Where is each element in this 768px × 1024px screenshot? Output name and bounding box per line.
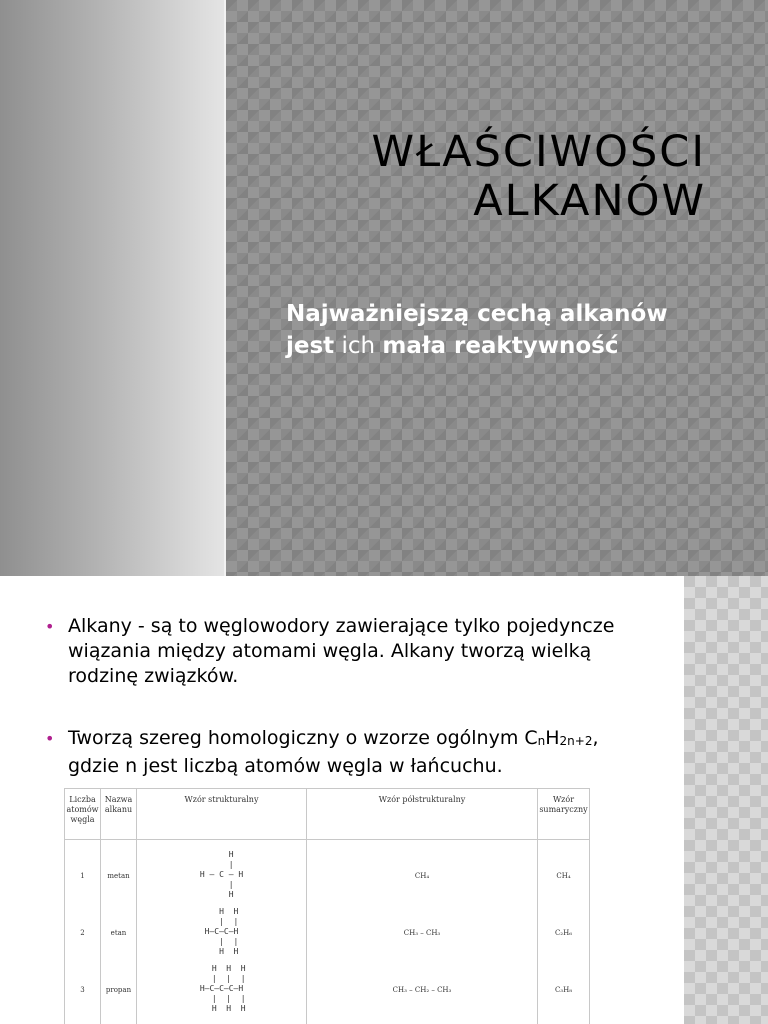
- header-cell: Wzór półstrukturalny: [307, 789, 538, 840]
- count-column: [65, 840, 101, 1024]
- bullet-text: [68, 726, 655, 779]
- patterned-strip: [684, 576, 768, 1024]
- table-cell: CH₄: [414, 872, 430, 880]
- table-cell: 3: [80, 986, 85, 994]
- name-column: [101, 840, 137, 1024]
- structural-column: [137, 840, 307, 1024]
- subtitle-part-2: ich: [341, 333, 376, 359]
- subtitle-part-1: Najważniejszą cechą alkanów jest: [286, 301, 668, 359]
- formula-h: H: [545, 727, 560, 749]
- content-slide: [0, 576, 768, 1024]
- title-line-1: WŁAŚCIWOŚCI: [371, 127, 706, 177]
- bullet-icon: •: [45, 729, 55, 748]
- structural-formula: H | H – C – H | H: [199, 850, 244, 899]
- table-header-row: [65, 789, 590, 840]
- table-cell: 2: [80, 929, 85, 937]
- formula-text-before: Tworzą szereg homologiczny o wzorze ogólnym C: [68, 727, 538, 749]
- table-body-row: [65, 840, 590, 1024]
- table-cell: C₃H₈: [554, 986, 573, 994]
- table-cell: CH₄: [556, 872, 571, 880]
- slide-subtitle: [286, 298, 706, 362]
- bullet-text: Alkany - są to węglowodory zawierające tylko pojedyncze wiązania między atomami węgla. Alkany tworzą wielką rodzinę związków.: [68, 615, 615, 687]
- gradient-panel: [0, 0, 224, 576]
- subtitle-part-3: mała reaktywność: [382, 333, 619, 359]
- bullet-icon: •: [45, 617, 55, 636]
- structural-formula: H H | | H–C–C–H | | H H: [204, 907, 239, 956]
- bullet-item-homolog: [45, 726, 655, 779]
- table-cell: CH₃ – CH₃: [403, 929, 441, 937]
- structural-formula: H H H | | | H–C–C–C–H | | | H H H: [199, 964, 246, 1013]
- header-cell: Nazwa alkanu: [101, 789, 137, 840]
- header-cell: Wzór strukturalny: [137, 789, 307, 840]
- summary-column: [538, 840, 590, 1024]
- patterned-panel: [226, 0, 768, 576]
- slide-title: [266, 128, 706, 226]
- header-cell: Wzór sumaryczny: [538, 789, 590, 840]
- formula-sub-n: n: [537, 734, 546, 748]
- table-cell: etan: [110, 929, 127, 937]
- alkanes-table: [64, 788, 590, 1024]
- table-cell: CH₃ – CH₂ – CH₃: [392, 986, 452, 994]
- bullet-item-alkany: [45, 614, 655, 689]
- table-cell: 1: [80, 872, 85, 880]
- semistructural-column: [307, 840, 538, 1024]
- table-cell: metan: [107, 872, 130, 880]
- formula-text-after: , gdzie n jest liczbą atomów węgla w łańcuchu.: [68, 727, 599, 777]
- header-cell: Liczba atomów węgla: [65, 789, 101, 840]
- formula-sub-2n2: 2n+2: [559, 734, 593, 748]
- table-cell: C₂H₆: [554, 929, 573, 937]
- title-line-2: ALKANÓW: [473, 176, 706, 226]
- table-cell: propan: [105, 986, 132, 994]
